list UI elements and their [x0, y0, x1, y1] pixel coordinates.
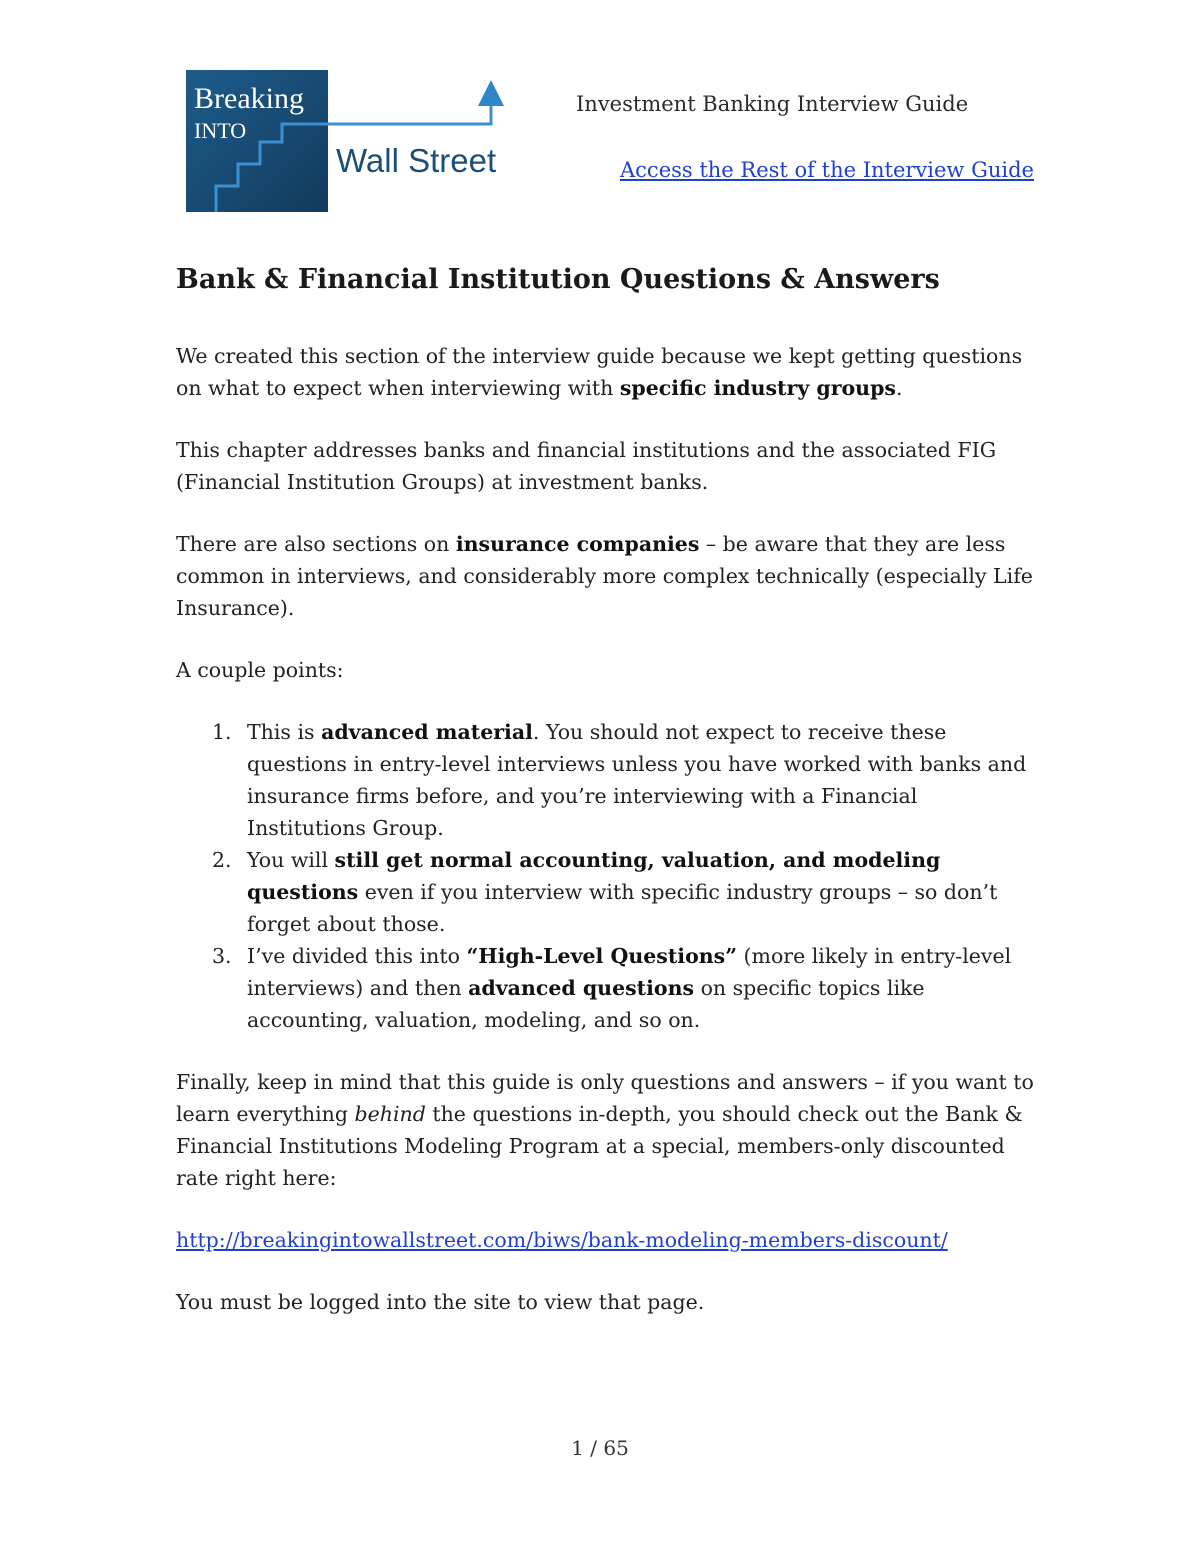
bold-text: insurance companies: [455, 532, 700, 556]
chapter-paragraph: This chapter addresses banks and financial institutions and the associated FIG (Financial Institution Groups) at investment banks.: [176, 438, 997, 494]
bold-text: still get normal accounting, valuation, and modeling questions: [247, 848, 941, 904]
text-span: We created this section of the interview guide because we kept getting questions on what to expect when interviewing with: [176, 344, 1023, 400]
bank-modeling-discount-link[interactable]: http://breakingintowallstreet.com/biws/bank-modeling-members-discount/: [176, 1228, 948, 1252]
text-span: (more likely in entry-level interviews) and then: [247, 944, 1012, 1000]
list-number: 1.: [212, 720, 232, 744]
guide-title: Investment Banking Interview Guide: [576, 92, 969, 116]
page-indicator: 1 / 65: [571, 1436, 629, 1460]
text-span: the questions in-depth, you should check out the Bank & Financial Institutions Modeling Program at a special, members-only discounted rate right here:: [176, 1102, 1023, 1190]
bold-text: advanced questions: [468, 976, 695, 1000]
text-span: – be aware that they are less common in interviews, and considerably more complex technically (especially Life Insurance).: [176, 532, 1033, 620]
insurance-paragraph: [176, 528, 1036, 624]
text-span: I’ve divided this into: [247, 944, 467, 968]
logo-text-into: INTO: [194, 118, 247, 143]
bold-text: “High-Level Questions”: [466, 944, 737, 968]
interview-guide-link[interactable]: Access the Rest of the Interview Guide: [620, 158, 1034, 182]
logo-text-breaking: Breaking: [194, 82, 304, 115]
intro-paragraph: [176, 340, 1036, 404]
points-intro: A couple points:: [176, 658, 344, 682]
document-body: [176, 340, 1036, 1348]
text-span: on specific topics like accounting, valuation, modeling, and so on.: [247, 976, 925, 1032]
list-item: [176, 716, 1036, 844]
italic-text: behind: [354, 1102, 426, 1126]
list-number: 3.: [212, 944, 232, 968]
text-span: .: [895, 376, 903, 400]
list-item: [176, 844, 1036, 940]
bold-text: specific industry groups: [619, 376, 896, 400]
logo-text-wall-street: Wall Street: [336, 142, 497, 179]
text-span: You will: [247, 848, 335, 872]
text-span: even if you interview with specific industry groups – so don’t forget about those.: [247, 880, 998, 936]
text-span: Finally, keep in mind that this guide is only questions and answers – if you want to learn everything: [176, 1070, 1034, 1126]
finally-paragraph: [176, 1066, 1036, 1194]
list-number: 2.: [212, 848, 232, 872]
text-span: . You should not expect to receive these questions in entry-level interviews unless you have worked with banks and insurance firms before, and you’re interviewing with a Financial Institutions Group.: [247, 720, 1027, 840]
list-item: [176, 940, 1036, 1036]
text-span: This is: [247, 720, 322, 744]
bold-text: advanced material: [321, 720, 533, 744]
page-title: Bank & Financial Institution Questions & Answers: [176, 264, 940, 295]
url-paragraph: [176, 1224, 1036, 1256]
biws-logo: [186, 68, 516, 214]
text-span: There are also sections on: [176, 532, 456, 556]
login-note: You must be logged into the site to view that page.: [176, 1290, 705, 1314]
points-list: [176, 716, 1036, 1036]
